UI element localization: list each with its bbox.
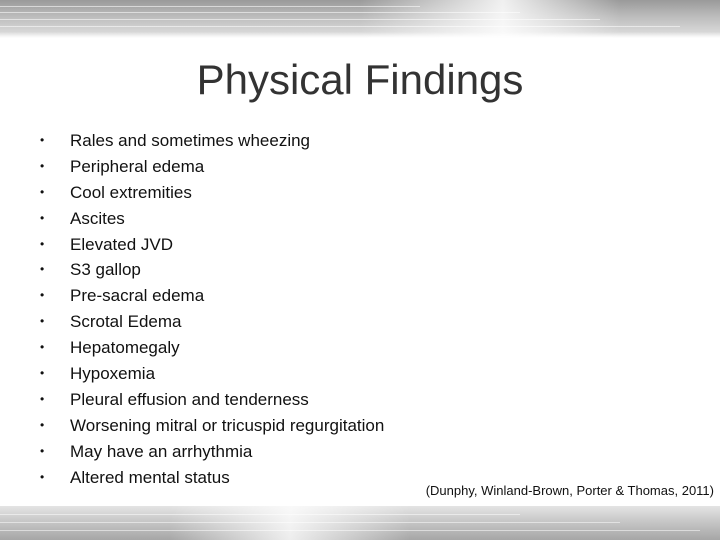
bullet-text: May have an arrhythmia (70, 441, 253, 461)
bullet-text: Scrotal Edema (70, 312, 182, 332)
bullet-icon: • (40, 314, 45, 329)
bullet-text: Worsening mitral or tricuspid regurgitation (70, 415, 385, 435)
bullet-text: Hepatomegaly (70, 338, 180, 358)
bullet-text: Hypoxemia (70, 364, 156, 384)
bullet-icon: • (40, 417, 45, 432)
bottom-decorative-band (0, 506, 720, 540)
bullet-text: Elevated JVD (70, 234, 173, 254)
bullet-text: Cool extremities (70, 182, 192, 202)
bullet-icon: • (40, 340, 45, 355)
bullet-icon: • (40, 262, 45, 277)
bullet-text: Rales and sometimes wheezing (70, 131, 311, 150)
bullet-icon: • (40, 210, 45, 225)
bullet-icon: • (40, 288, 45, 303)
bullet-icon: • (40, 391, 45, 406)
bullet-icon: • (40, 366, 45, 381)
bullet-text: Altered mental status (70, 467, 230, 487)
bullet-icon: • (40, 158, 45, 173)
bullet-text: Pre-sacral edema (70, 286, 205, 306)
bullet-text: Ascites (70, 208, 125, 228)
slide-title: Physical Findings (196, 56, 524, 103)
bullet-icon: • (40, 443, 45, 458)
bullet-icon: • (40, 133, 45, 147)
citation: (Dunphy, Winland-Brown, Porter & Thomas, 2011) (425, 483, 714, 498)
bullet-text: S3 gallop (70, 260, 141, 280)
bullet-icon: • (40, 184, 45, 199)
top-decorative-band (0, 0, 720, 38)
bullet-icon: • (40, 469, 45, 484)
bullet-text: Peripheral edema (70, 156, 205, 176)
bullet-icon: • (40, 236, 45, 251)
bullet-text: Pleural effusion and tenderness (70, 389, 309, 409)
